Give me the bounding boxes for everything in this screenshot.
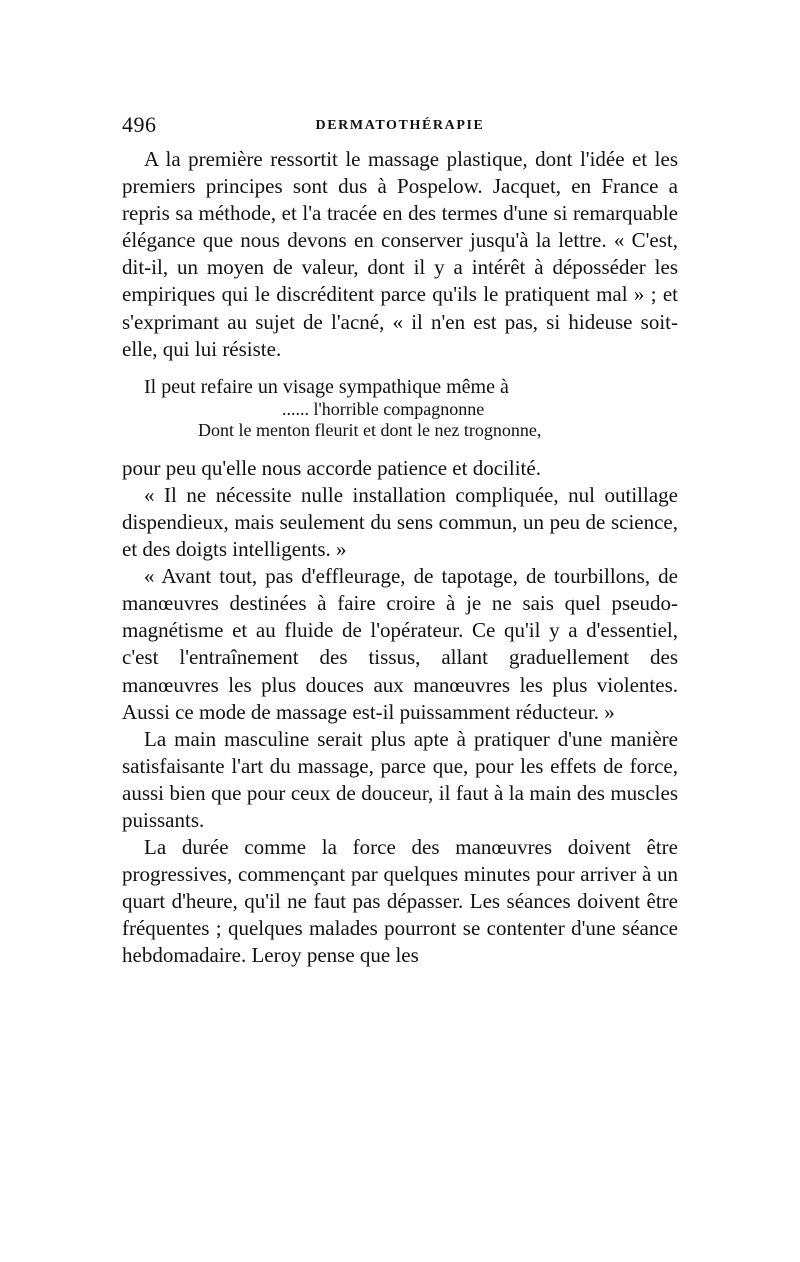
verse-line-3: Dont le menton fleurit et dont le nez trognonne, <box>198 419 542 440</box>
paragraph-6: La durée comme la force des manœuvres doivent être progressives, commençant par quelques minutes pour arriver à un quart d'heure, qu'il ne faut pas dépasser. Les séances doivent être fréquentes ; quelques malades pourront se contenter d'une séance hebdomadaire. Leroy pense que les <box>122 835 678 968</box>
paragraph-3: « Il ne nécessite nulle installation compliquée, nul outillage dispendieux, mais seulement du sens commun, un peu de science, et des doigts intelligents. » <box>122 482 678 562</box>
verse-line-2: ...... l'horrible compagnonne <box>282 398 485 419</box>
verse-quotation <box>122 375 678 441</box>
page-header <box>122 112 678 146</box>
paragraph-5: La main masculine serait plus apte à pratiquer d'une manière satisfaisante l'art du massage, parce que, pour les effets de force, aussi bien que pour ceux de douceur, il faut à la main des muscles puissants. <box>122 726 678 832</box>
running-head: DERMATOTHÉRAPIE <box>315 118 485 133</box>
paragraph-2: pour peu qu'elle nous accorde patience et docilité. <box>122 455 541 480</box>
paragraph-1: A la première ressortit le massage plastique, dont l'idée et les premiers principes sont dus à Pospelow. Jacquet, en France a repris sa méthode, et l'a tracée en des termes d'une si remarquable élégance que nous devons en conserver jusqu'à la lettre. « C'est, dit-il, un moyen de valeur, dont il y a intérêt à déposséder les empiriques qui le discréditent parce qu'ils le pratiquent mal » ; et s'exprimant au sujet de l'acné, « il n'en est pas, si hideuse soit-elle, qui lui résiste. <box>122 147 678 361</box>
book-page <box>122 112 678 970</box>
page-number: 496 <box>122 112 157 137</box>
verse-line-1: Il peut refaire un visage sympathique même à <box>144 375 509 398</box>
paragraph-4: « Avant tout, pas d'effleurage, de tapotage, de tourbillons, de manœuvres destinées à faire croire à je ne sais quel pseudo-magnétisme et au fluide de l'opérateur. Ce qu'il y a d'essentiel, c'est l'entraînement des tissus, allant graduellement des manœuvres les plus douces aux manœuvres les plus violentes. Aussi ce mode de massage est-il puissamment réducteur. » <box>122 564 678 724</box>
